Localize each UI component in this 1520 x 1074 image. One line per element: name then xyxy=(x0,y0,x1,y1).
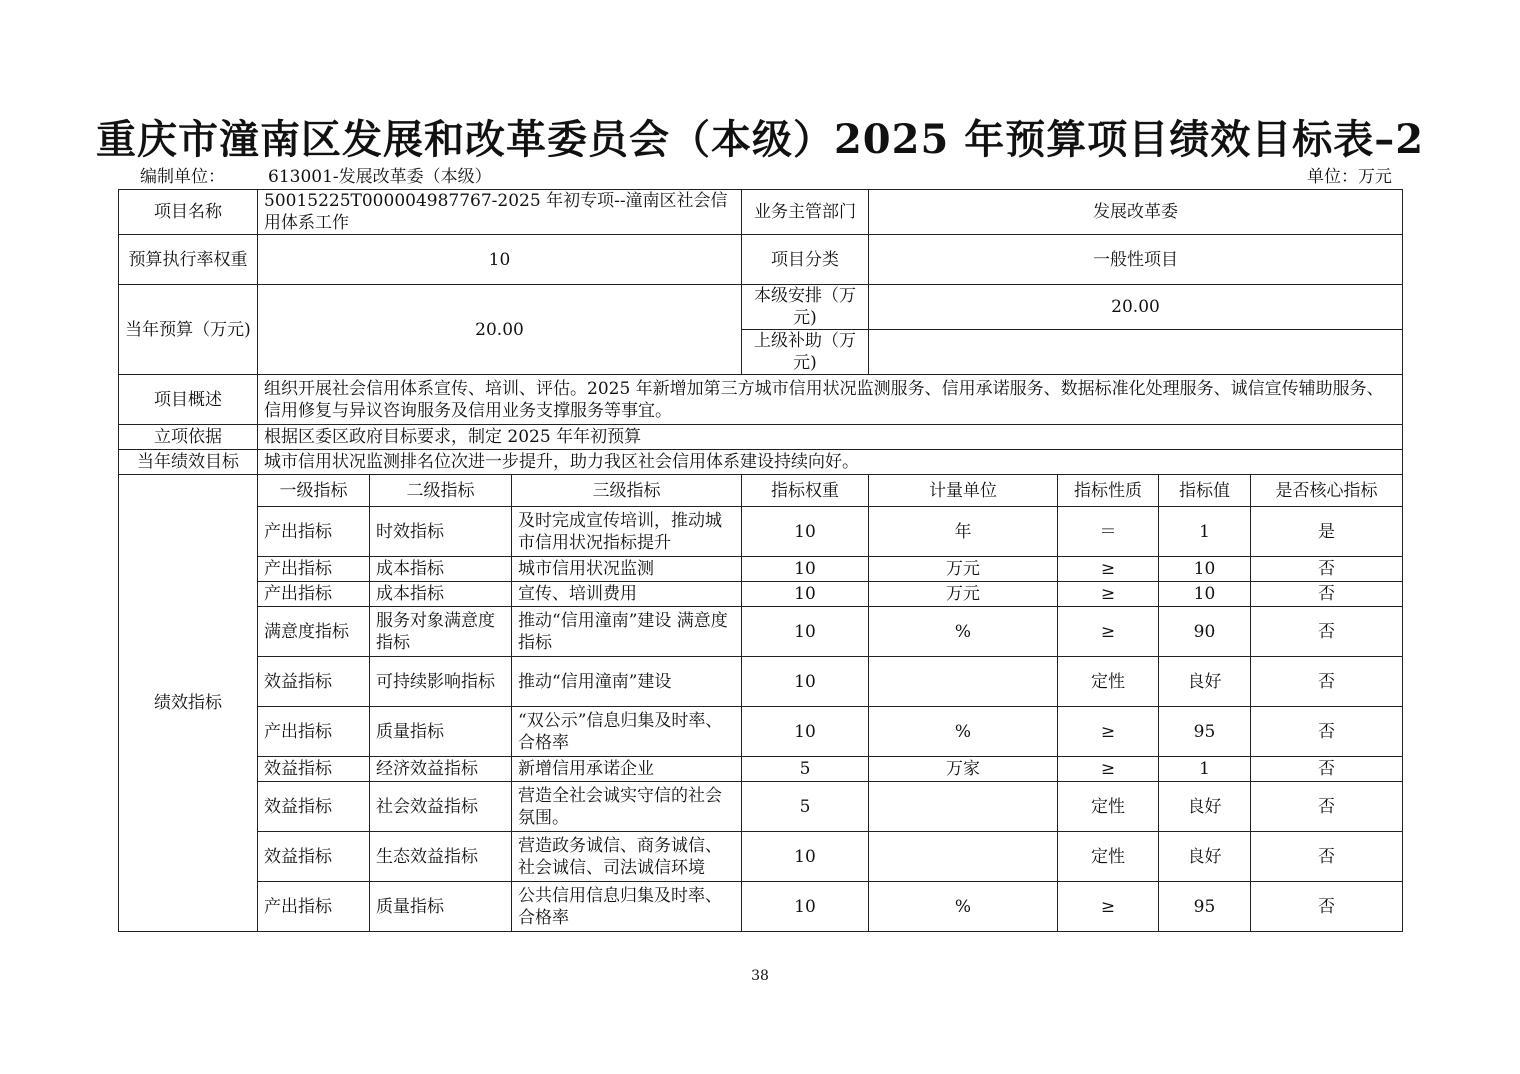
header-cell: 指标权重 xyxy=(742,475,869,507)
unit-cell: % xyxy=(869,707,1058,757)
unit-cell: 万家 xyxy=(869,757,1058,782)
unit-cell xyxy=(869,832,1058,882)
level1-cell: 效益指标 xyxy=(258,782,370,832)
level3-cell: 营造全社会诚实守信的社会氛围。 xyxy=(512,782,742,832)
nature-cell: ≥ xyxy=(1058,607,1159,657)
unit-cell: % xyxy=(869,882,1058,932)
table-row xyxy=(119,582,1403,607)
header-cell: 计量单位 xyxy=(869,475,1058,507)
table-row xyxy=(119,507,1403,557)
weight-cell: 10 xyxy=(742,657,869,707)
level3-cell: 新增信用承诺企业 xyxy=(512,757,742,782)
unit-label: 单位：万元 xyxy=(1307,167,1392,187)
upper-value xyxy=(869,330,1403,375)
value-cell: 95 xyxy=(1159,882,1251,932)
level2-cell: 质量指标 xyxy=(370,707,512,757)
unit-cell xyxy=(869,782,1058,832)
category-value: 一般性项目 xyxy=(869,235,1403,285)
goal-value: 城市信用状况监测排名位次进一步提升，助力我区社会信用体系建设持续向好。 xyxy=(258,450,1403,475)
indicator-label: 绩效指标 xyxy=(119,475,258,932)
nature-cell: ＝ xyxy=(1058,507,1159,557)
weight-cell: 10 xyxy=(742,582,869,607)
core-cell: 否 xyxy=(1251,657,1403,707)
level3-cell: 公共信用信息归集及时率、合格率 xyxy=(512,882,742,932)
value-cell: 良好 xyxy=(1159,782,1251,832)
org-value: 613001-发展改革委（本级） xyxy=(268,167,492,187)
nature-cell: ≥ xyxy=(1058,882,1159,932)
weight-value: 10 xyxy=(258,235,742,285)
page-number: 38 xyxy=(751,968,769,984)
nature-cell: ≥ xyxy=(1058,707,1159,757)
level2-cell: 服务对象满意度指标 xyxy=(370,607,512,657)
level3-cell: 宣传、培训费用 xyxy=(512,582,742,607)
core-cell: 否 xyxy=(1251,707,1403,757)
level1-cell: 产出指标 xyxy=(258,707,370,757)
core-cell: 否 xyxy=(1251,882,1403,932)
table-row xyxy=(119,782,1403,832)
value-cell: 95 xyxy=(1159,707,1251,757)
core-cell: 否 xyxy=(1251,757,1403,782)
level1-cell: 产出指标 xyxy=(258,882,370,932)
unit-cell xyxy=(869,657,1058,707)
header-cell: 指标性质 xyxy=(1058,475,1159,507)
header-cell: 三级指标 xyxy=(512,475,742,507)
value-cell: 10 xyxy=(1159,582,1251,607)
value-cell: 10 xyxy=(1159,557,1251,582)
level3-cell: 城市信用状况监测 xyxy=(512,557,742,582)
goal-label: 当年绩效目标 xyxy=(119,450,258,475)
nature-cell: 定性 xyxy=(1058,782,1159,832)
level2-cell: 经济效益指标 xyxy=(370,757,512,782)
local-value: 20.00 xyxy=(869,285,1403,330)
nature-cell: 定性 xyxy=(1058,832,1159,882)
project-name: 50015225T000004987767-2025 年初专项--潼南区社会信用体系工作 xyxy=(258,190,742,235)
value-cell: 良好 xyxy=(1159,832,1251,882)
level2-cell: 成本指标 xyxy=(370,582,512,607)
weight-cell: 10 xyxy=(742,832,869,882)
level1-cell: 产出指标 xyxy=(258,557,370,582)
level1-cell: 满意度指标 xyxy=(258,607,370,657)
table-row xyxy=(119,607,1403,657)
table-row xyxy=(119,757,1403,782)
header-cell: 是否核心指标 xyxy=(1251,475,1403,507)
nature-cell: ≥ xyxy=(1058,582,1159,607)
level3-cell: 推动“信用潼南”建设 满意度指标 xyxy=(512,607,742,657)
weight-cell: 10 xyxy=(742,507,869,557)
table-row xyxy=(119,657,1403,707)
table-row xyxy=(119,882,1403,932)
unit-cell: 万元 xyxy=(869,582,1058,607)
core-cell: 否 xyxy=(1251,832,1403,882)
basis-value: 根据区委区政府目标要求，制定 2025 年年初预算 xyxy=(258,425,1403,450)
level1-cell: 产出指标 xyxy=(258,507,370,557)
table-row xyxy=(119,707,1403,757)
weight-cell: 10 xyxy=(742,557,869,582)
level3-cell: “双公示”信息归集及时率、合格率 xyxy=(512,707,742,757)
weight-cell: 5 xyxy=(742,757,869,782)
value-cell: 90 xyxy=(1159,607,1251,657)
value-cell: 1 xyxy=(1159,757,1251,782)
weight-cell: 5 xyxy=(742,782,869,832)
weight-cell: 10 xyxy=(742,707,869,757)
core-cell: 否 xyxy=(1251,607,1403,657)
overview-value: 组织开展社会信用体系宣传、培训、评估。2025 年新增加第三方城市信用状况监测服务、信用承诺服务、数据标准化处理服务、诚信宣传辅助服务、信用修复与异议咨询服务及信用业务支撑服务等事宜。 xyxy=(258,375,1403,425)
category-label: 项目分类 xyxy=(742,235,869,285)
core-cell: 否 xyxy=(1251,582,1403,607)
level3-cell: 及时完成宣传培训，推动城市信用状况指标提升 xyxy=(512,507,742,557)
page-title: 重庆市潼南区发展和改革委员会（本级）2025 年预算项目绩效目标表–2 xyxy=(95,116,1425,163)
weight-cell: 10 xyxy=(742,607,869,657)
local-label: 本级安排（万元) xyxy=(742,285,869,330)
core-cell: 否 xyxy=(1251,557,1403,582)
nature-cell: 定性 xyxy=(1058,657,1159,707)
overview-label: 项目概述 xyxy=(119,375,258,425)
dept-label: 业务主管部门 xyxy=(742,190,869,235)
nature-cell: ≥ xyxy=(1058,557,1159,582)
basis-label: 立项依据 xyxy=(119,425,258,450)
table-row xyxy=(119,832,1403,882)
weight-label: 预算执行率权重 xyxy=(119,235,258,285)
level2-cell: 社会效益指标 xyxy=(370,782,512,832)
budget-value: 20.00 xyxy=(258,285,742,375)
level2-cell: 可持续影响指标 xyxy=(370,657,512,707)
core-cell: 是 xyxy=(1251,507,1403,557)
project-name-label: 项目名称 xyxy=(119,190,258,235)
level1-cell: 效益指标 xyxy=(258,757,370,782)
level1-cell: 效益指标 xyxy=(258,832,370,882)
upper-label: 上级补助（万元) xyxy=(742,330,869,375)
header-cell: 指标值 xyxy=(1159,475,1251,507)
level1-cell: 产出指标 xyxy=(258,582,370,607)
weight-cell: 10 xyxy=(742,882,869,932)
dept-value: 发展改革委 xyxy=(869,190,1403,235)
core-cell: 否 xyxy=(1251,782,1403,832)
level3-cell: 推动“信用潼南”建设 xyxy=(512,657,742,707)
nature-cell: ≥ xyxy=(1058,757,1159,782)
value-cell: 良好 xyxy=(1159,657,1251,707)
header-cell: 二级指标 xyxy=(370,475,512,507)
value-cell: 1 xyxy=(1159,507,1251,557)
level2-cell: 质量指标 xyxy=(370,882,512,932)
level2-cell: 成本指标 xyxy=(370,557,512,582)
unit-cell: 年 xyxy=(869,507,1058,557)
budget-label: 当年预算（万元) xyxy=(119,285,258,375)
header-cell: 一级指标 xyxy=(258,475,370,507)
unit-cell: 万元 xyxy=(869,557,1058,582)
performance-table xyxy=(118,189,1403,932)
level3-cell: 营造政务诚信、商务诚信、社会诚信、司法诚信环境 xyxy=(512,832,742,882)
level2-cell: 生态效益指标 xyxy=(370,832,512,882)
unit-cell: % xyxy=(869,607,1058,657)
level1-cell: 效益指标 xyxy=(258,657,370,707)
table-row xyxy=(119,557,1403,582)
org-label: 编制单位： xyxy=(140,167,225,187)
level2-cell: 时效指标 xyxy=(370,507,512,557)
